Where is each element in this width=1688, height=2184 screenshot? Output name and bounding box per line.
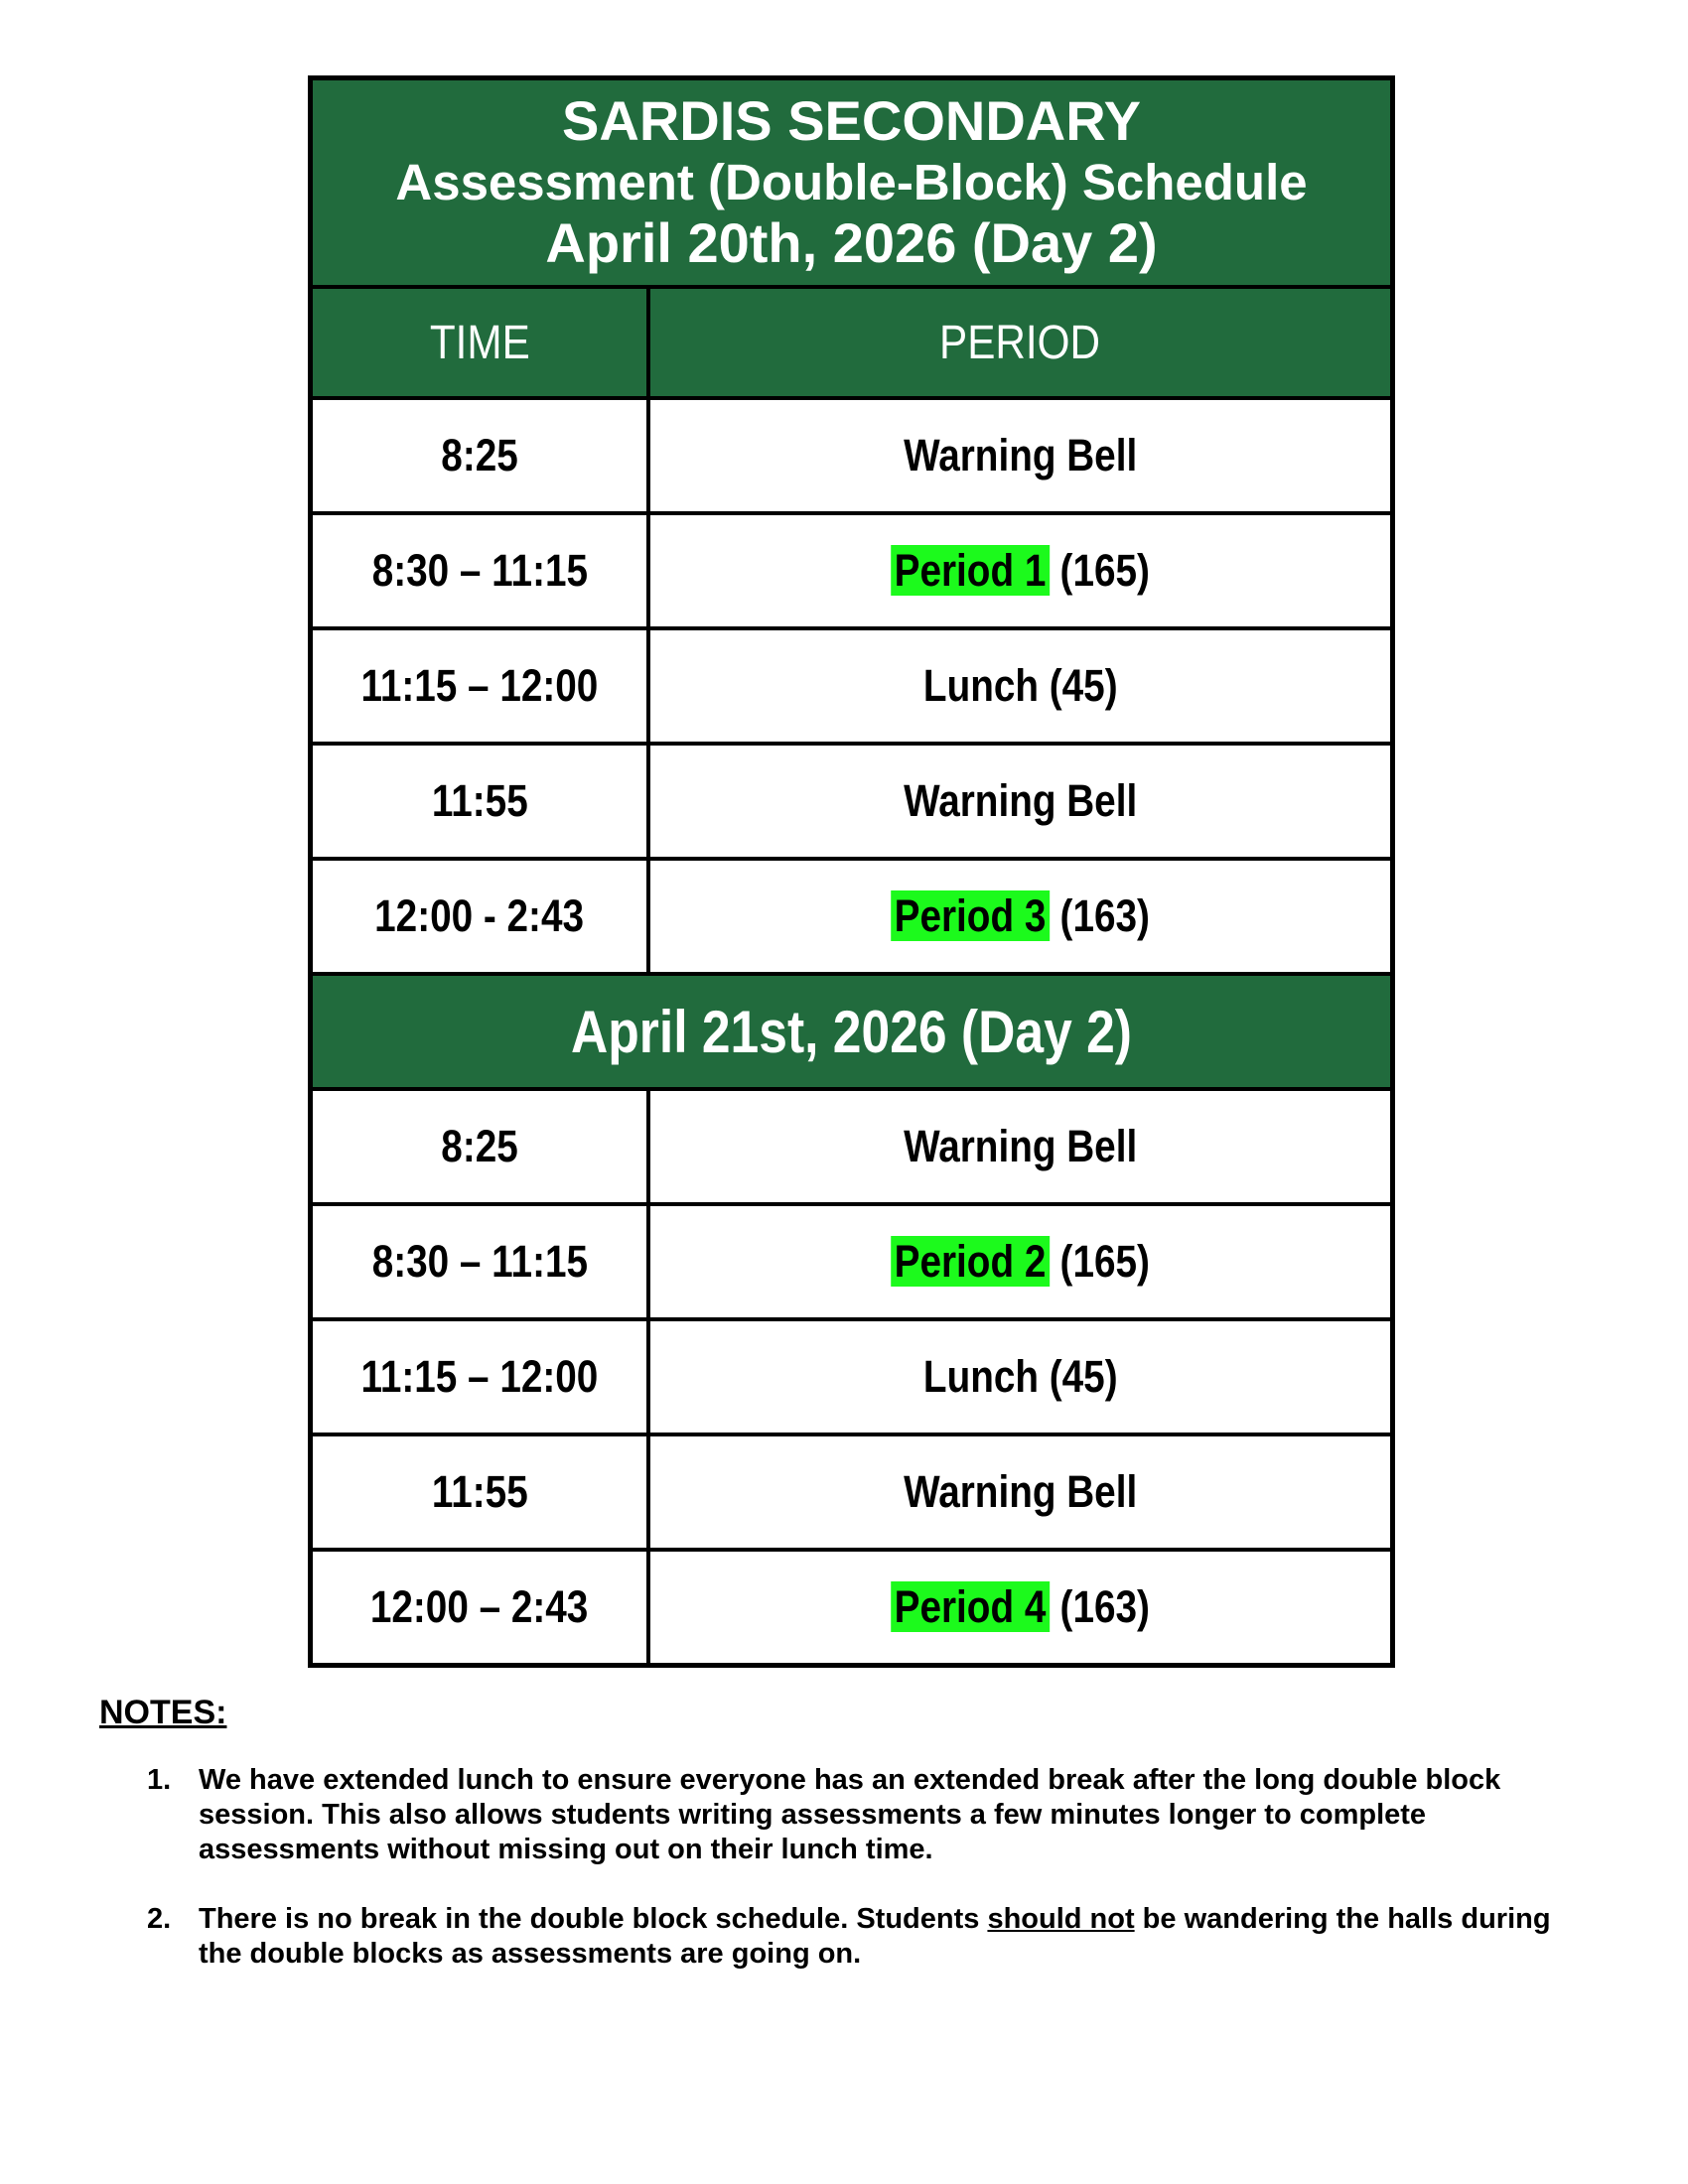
time-cell: 8:30 – 11:15 [311, 1204, 648, 1319]
table-row [311, 859, 1392, 974]
time-cell: 12:00 - 2:43 [311, 859, 648, 974]
time-column-header: TIME [311, 287, 648, 398]
table-row [311, 398, 1392, 513]
period-cell: Lunch (45) [648, 1319, 1392, 1434]
time-cell: 8:25 [311, 1089, 648, 1204]
period-highlight: Period 3 [891, 890, 1050, 941]
time-cell: 8:25 [311, 398, 648, 513]
table-row [311, 1204, 1392, 1319]
table-row [311, 1319, 1392, 1434]
period-cell: Lunch (45) [648, 628, 1392, 744]
notes-title: NOTES: [99, 1694, 227, 1731]
period-column-header: PERIOD [648, 287, 1392, 398]
period-highlight: Period 2 [891, 1236, 1050, 1287]
note-text: We have extended lunch to ensure everyone has an extended break after the long double block session. This also allows students writing assessments a few minutes longer to complete assessments without missing out on their lunch time. [199, 1764, 1501, 1865]
time-cell: 8:30 – 11:15 [311, 513, 648, 628]
period-cell: Period 1 (165) [648, 513, 1392, 628]
time-cell: 11:15 – 12:00 [311, 1319, 648, 1434]
note-number: 2. [147, 1903, 172, 1935]
time-cell: 12:00 – 2:43 [311, 1550, 648, 1665]
notes-list [147, 1763, 1587, 2006]
table-row [311, 1434, 1392, 1550]
note-number: 1. [147, 1764, 172, 1796]
time-cell: 11:15 – 12:00 [311, 628, 648, 744]
period-cell: Period 2 (165) [648, 1204, 1392, 1319]
table-row [311, 628, 1392, 744]
table-row [311, 1089, 1392, 1204]
day1-date: April 20th, 2026 (Day 2) [545, 211, 1158, 275]
note-text: There is no break in the double block schedule. Students should not be wandering the halls during the double blocks as assessments are going on. [199, 1903, 1551, 1970]
period-cell: Warning Bell [648, 1434, 1392, 1550]
schedule-subtitle: Assessment (Double-Block) Schedule [395, 153, 1308, 210]
time-cell: 11:55 [311, 744, 648, 859]
underlined-emphasis: should not [987, 1903, 1135, 1935]
table-row [311, 513, 1392, 628]
schedule-header [311, 78, 1392, 287]
period-cell: Period 3 (163) [648, 859, 1392, 974]
period-cell: Warning Bell [648, 1089, 1392, 1204]
period-cell: Warning Bell [648, 744, 1392, 859]
period-cell: Period 4 (163) [648, 1550, 1392, 1665]
note-item [147, 1902, 1587, 1972]
schedule-table [308, 75, 1395, 1668]
table-row [311, 744, 1392, 859]
period-cell: Warning Bell [648, 398, 1392, 513]
school-name: SARDIS SECONDARY [562, 89, 1141, 153]
period-highlight: Period 4 [891, 1581, 1050, 1632]
period-highlight: Period 1 [891, 545, 1050, 596]
table-row [311, 1550, 1392, 1665]
note-item [147, 1763, 1587, 1867]
day2-date-header: April 21st, 2026 (Day 2) [311, 974, 1392, 1089]
time-cell: 11:55 [311, 1434, 648, 1550]
